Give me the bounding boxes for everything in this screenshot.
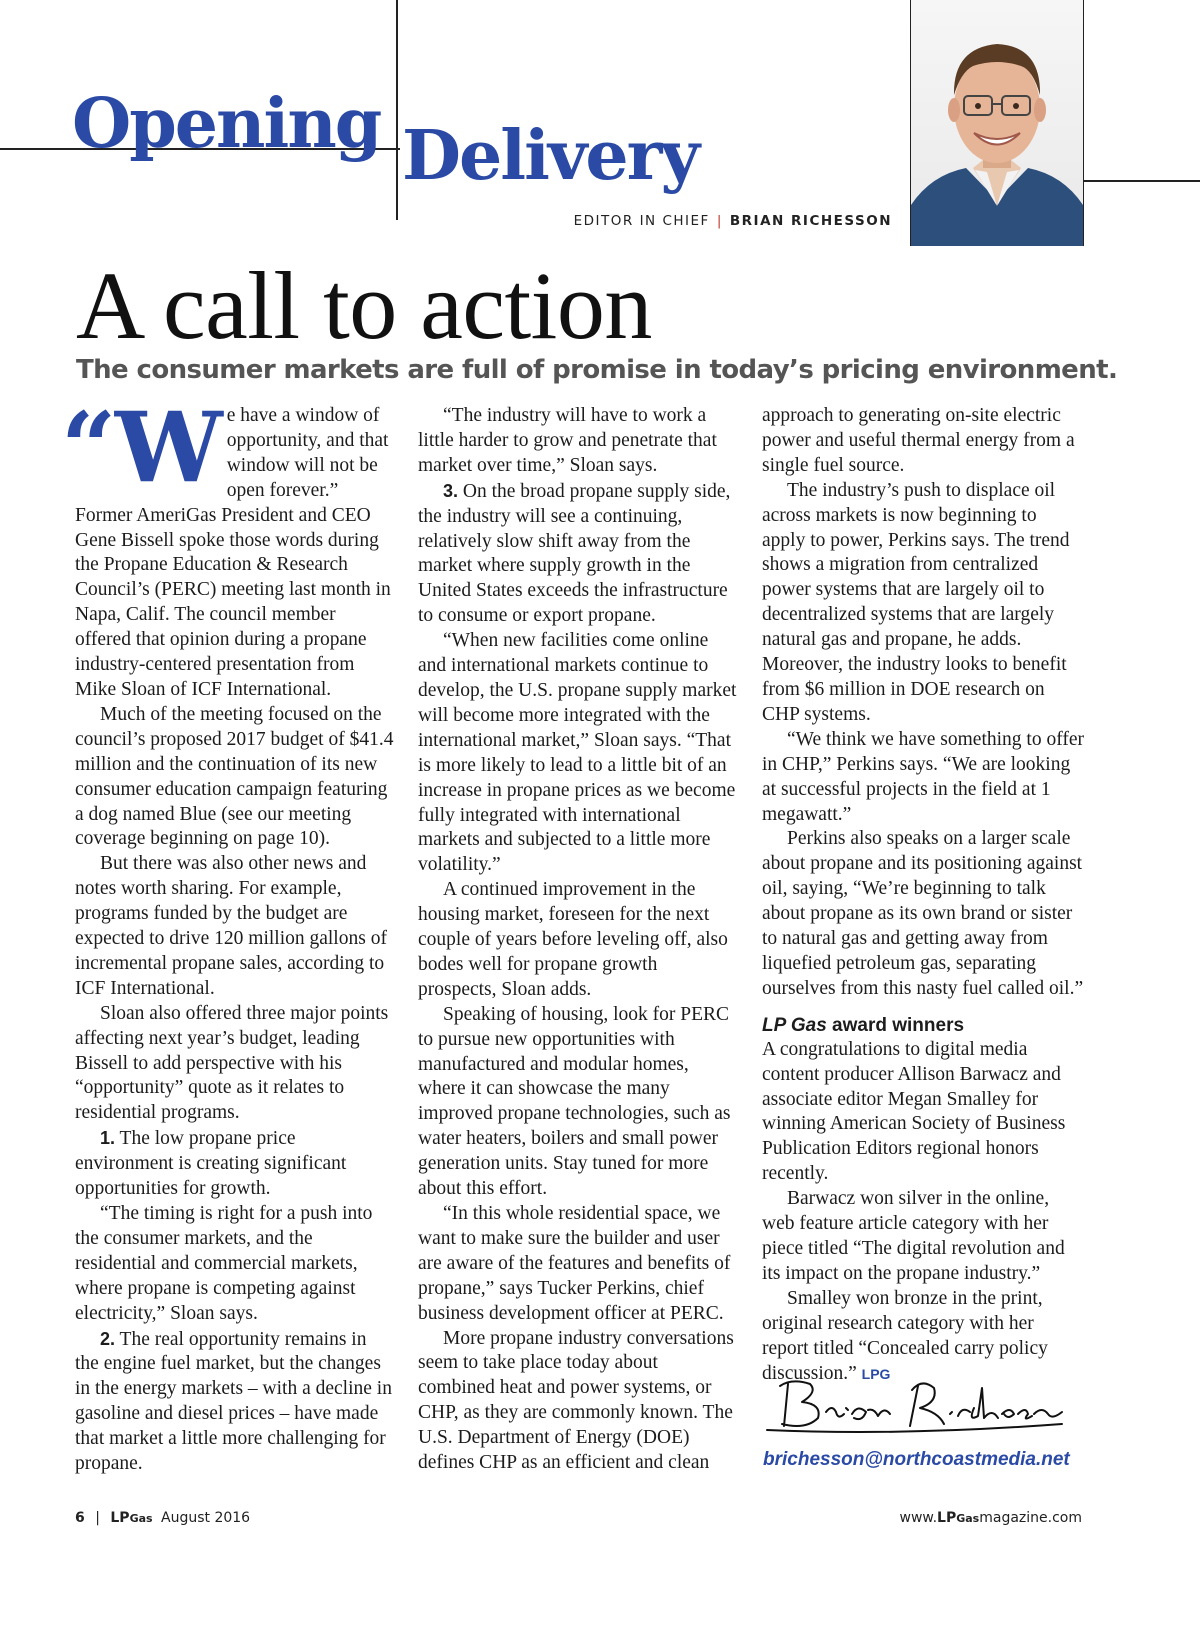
editor-name: BRIAN RICHESSON <box>729 213 892 229</box>
paragraph: Speaking of housing, look for PERC to pursue new opportunities with manufactured and modular homes, where it can showcase the many improved propane technologies, such as water heaters, boilers and small power generation units. Stay tuned for more about this effort. <box>418 1003 731 1200</box>
article-column-3 <box>762 404 1084 1386</box>
paragraph: Much of the meeting focused on the council’s proposed 2017 budget of $41.4 million and the continuation of its new consumer education campaign featuring a dog named Blue (see our meeting coverage beginning on page 10). <box>75 703 394 850</box>
paragraph: But there was also other news and notes worth sharing. For example, programs funded by the budget are expected to drive 120 million gallons of incremental propane sales, according to ICF International. <box>75 853 387 999</box>
paragraph: e have a window of opportunity, and that window will not be open forever.” Former AmeriGas President and CEO Gene Bissell spoke those words during the Propane Education & Research Council’s (PERC) meeting last month in Napa, Calif. The council member offered that opinion during a propane industry-centered presentation from Mike Sloan of ICF International. <box>75 405 391 700</box>
point-3-number: 3. <box>443 480 459 501</box>
award-subhead-text: award winners <box>826 1014 965 1036</box>
editor-portrait <box>910 0 1084 246</box>
footer-folio <box>75 1510 250 1526</box>
footer-mag-lp: LP <box>110 1510 130 1526</box>
paragraph: More propane industry conversations seem to take place today about combined heat and power systems, or CHP, as they are commonly known. The U.S. Department of Energy (DOE) defines CHP as an efficient and clean <box>418 1327 734 1474</box>
paragraph: Barwacz won silver in the online, web feature article category with her piece titled “The digital revolution and its impact on the propane industry.” <box>762 1188 1065 1284</box>
paragraph: “We think we have something to offer in CHP,” Perkins says. “We are looking at successful projects in the field at 1 megawatt.” <box>762 728 1084 825</box>
article-headline: A call to action <box>76 252 652 359</box>
masthead-rule-right <box>1082 180 1200 182</box>
article-column-1 <box>61 391 395 1477</box>
editor-email-link[interactable]: brichesson@northcoastmedia.net <box>763 1449 1070 1470</box>
point-3-paragraph <box>418 479 738 629</box>
url-prefix: www. <box>899 1510 938 1526</box>
editor-separator: | <box>716 213 723 229</box>
drop-cap: “W <box>61 391 219 504</box>
paragraph: Sloan also offered three major points affecting next year’s budget, leading Bissell to add perspective with his “opportunity” quote as it relates to residential programs. <box>75 1002 389 1124</box>
article-column-2 <box>418 404 738 1476</box>
point-2-text: The real opportunity remains in the engine fuel market, but the changes in the energy markets – with a decline in gasoline and diesel prices – have made that market a little more challenging for propane. <box>75 1328 392 1475</box>
award-subhead-magazine: LP Gas <box>762 1014 827 1036</box>
footer-website-link[interactable] <box>900 1510 1082 1526</box>
masthead-rule-vertical <box>396 0 398 220</box>
point-3-text: On the broad propane supply side, the industry will see a continuing, relatively slow shift away from the market where supply growth in the United States exceeds the infrastructure to consume or export propane. <box>418 480 731 627</box>
footer-mag-gas: Gas <box>129 1512 153 1525</box>
footer-issue: August 2016 <box>161 1510 251 1526</box>
point-2-paragraph <box>75 1327 395 1477</box>
paragraph: approach to generating on-site electric power and useful thermal energy from a single fuel source. <box>762 405 1075 476</box>
point-1-text: The low propane price environment is creating significant opportunities for growth. <box>75 1128 347 1200</box>
url-lp: LP <box>937 1510 957 1526</box>
end-mark: LPG <box>861 1365 891 1382</box>
paragraph: “The timing is right for a push into the consumer markets, and the residential and commercial markets, where propane is competing against electricity,” Sloan says. <box>75 1203 373 1324</box>
paragraph: Perkins also speaks on a larger scale about propane and its positioning against oil, saying, “We’re beginning to talk about propane as its own brand or sister to natural gas and getting away from liquefied petroleum gas, separating ourselves from this nasty fuel called oil.” <box>762 828 1084 999</box>
url-gas: Gas <box>956 1512 980 1525</box>
page-number: 6 <box>75 1510 85 1526</box>
article-deck: The consumer markets are full of promise in today’s pricing environment. <box>76 355 1118 385</box>
url-suffix: magazine.com <box>979 1510 1082 1526</box>
point-2-number: 2. <box>100 1328 116 1349</box>
paragraph: A congratulations to digital media content producer Allison Barwacz and associate editor Megan Smalley for winning American Society of Business Publication Editors regional honors recently. <box>762 1038 1066 1185</box>
masthead-delivery: Delivery <box>402 116 699 196</box>
editor-role: EDITOR IN CHIEF <box>573 213 710 229</box>
paragraph-text: Smalley won bronze in the print, original research category with her report titled “Concealed carry policy discussion.” <box>762 1287 1048 1384</box>
point-1-number: 1. <box>100 1128 116 1149</box>
paragraph: “The industry will have to work a little harder to grow and penetrate that market over time,” Sloan says. <box>418 405 717 476</box>
footer-separator: | <box>95 1510 100 1526</box>
award-subhead <box>762 1014 1084 1038</box>
editor-byline <box>574 213 892 229</box>
editor-signature <box>762 1365 1072 1448</box>
editor-portrait-illustration <box>911 0 1083 246</box>
masthead-opening: Opening <box>72 84 381 164</box>
paragraph: “In this whole residential space, we want to make sure the builder and user are aware of the features and benefits of propane,” says Tucker Perkins, chief business development officer at PERC. <box>418 1203 731 1324</box>
paragraph: The industry’s push to displace oil across markets is now beginning to apply to power, Perkins says. The trend shows a migration from centralized power systems that are largely oil to decentralized systems that are largely natural gas and propane, he adds. Moreover, the industry looks to benefit from $6 million in DOE research on CHP systems. <box>762 479 1070 725</box>
paragraph: A continued improvement in the housing market, foreseen for the next couple of years before leveling off, also bodes well for propane growth prospects, Sloan adds. <box>418 879 728 1000</box>
point-1-paragraph <box>75 1126 395 1202</box>
paragraph: “When new facilities come online and international markets continue to develop, the U.S. propane supply market will become more integrated with the international market,” Sloan says. “That is more likely to lead to a little bit of an increase in propane prices as we become fully integrated with international markets and subjected to a little more volatility.” <box>418 630 737 876</box>
